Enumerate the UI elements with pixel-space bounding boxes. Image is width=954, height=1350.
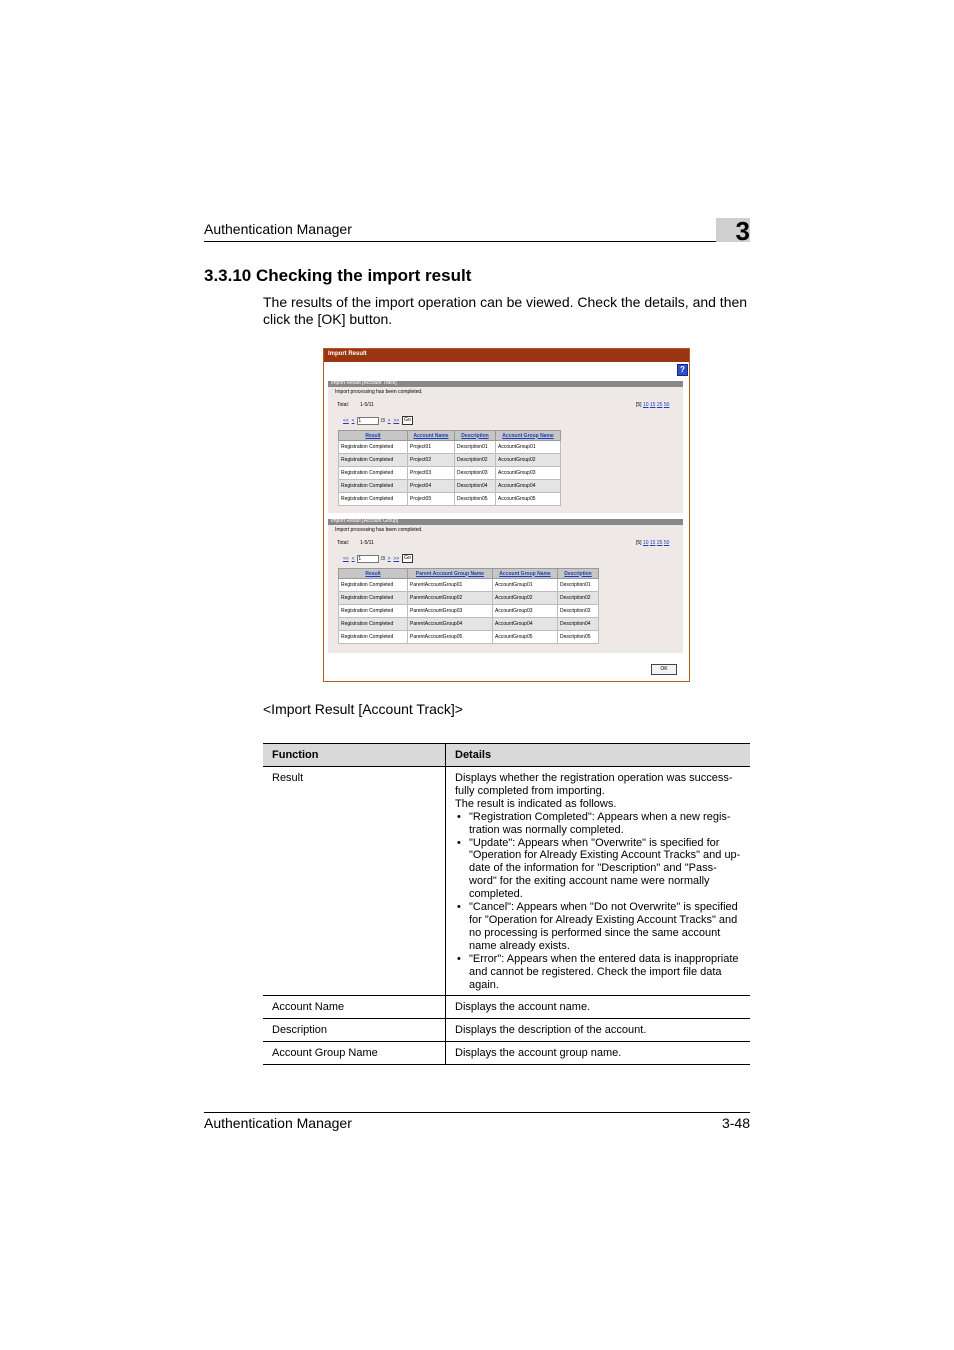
column-header[interactable]: Parent Account Group Name <box>408 569 493 579</box>
table-row <box>263 1042 750 1065</box>
next-page-link[interactable]: > <box>387 417 391 424</box>
per-page-25[interactable]: 25 <box>656 402 663 408</box>
cell: Project05 <box>408 493 455 506</box>
table-row <box>339 618 599 631</box>
per-page-current: [5] <box>636 540 642 546</box>
cell: Registration Completed <box>339 493 408 506</box>
cell: ParentAccountGroup04 <box>408 618 493 631</box>
figure-caption: <Import Result [Account Track]> <box>263 701 463 717</box>
function-cell: Account Name <box>263 996 446 1019</box>
panel-heading <box>328 519 683 525</box>
details-cell: Displays the account name. <box>446 996 751 1019</box>
cell: AccountGroup05 <box>496 493 561 506</box>
section-title: 3.3.10 Checking the import result <box>204 266 472 285</box>
panel-heading <box>328 381 683 387</box>
column-header[interactable]: Result <box>339 569 408 579</box>
function-cell: Account Group Name <box>263 1042 446 1065</box>
ok-button[interactable]: OK <box>651 664 677 675</box>
cell: AccountGroup03 <box>493 605 558 618</box>
cell: Project01 <box>408 441 455 454</box>
details-cell: Displays the account group name. <box>446 1042 751 1065</box>
account-track-panel <box>328 381 683 513</box>
list-item: • "Update": Appears when "Overwrite" is specified for "Operation for Already Existing Account Tracks" and up- date of the information for "Description" and "Pass- word" for the exiting account name were normally completed. <box>455 837 741 902</box>
table-row <box>339 579 599 592</box>
cell: Description03 <box>455 467 496 480</box>
next-page-link[interactable]: > <box>387 555 391 562</box>
page-input[interactable]: 1 <box>357 555 379 563</box>
intro-paragraph: The results of the import operation can be viewed. Check the details, and then click the [OK] button. <box>263 294 748 327</box>
account-group-result-table <box>338 568 599 644</box>
cell: Description02 <box>558 592 599 605</box>
result-bullet-list <box>455 811 741 992</box>
cell: Registration Completed <box>339 605 408 618</box>
cell: Description04 <box>558 618 599 631</box>
list-item: • "Cancel": Appears when "Do not Overwrite" is specified for "Operation for Already Existing Account Tracks" and no processing is performed since the same account name already exists. <box>455 901 741 953</box>
status-message: Import processing has been completed. <box>335 389 423 395</box>
first-page-link[interactable]: << <box>343 417 349 424</box>
cell: Registration Completed <box>339 618 408 631</box>
column-header-function: Function <box>263 744 446 767</box>
per-page-current: [5] <box>636 402 642 408</box>
cell: ParentAccountGroup03 <box>408 605 493 618</box>
first-page-link[interactable]: << <box>343 555 349 562</box>
running-header-title: Authentication Manager <box>204 221 352 237</box>
column-header[interactable]: Description <box>558 569 599 579</box>
panel-heading-text: Import Result [Account Track] <box>331 380 397 386</box>
cell: AccountGroup04 <box>493 618 558 631</box>
per-page-15[interactable]: 15 <box>649 402 656 408</box>
last-page-link[interactable]: >> <box>393 555 400 562</box>
total-value: 1-5/11 <box>360 402 374 408</box>
cell: Registration Completed <box>339 592 408 605</box>
details-cell: Displays the description of the account. <box>446 1019 751 1042</box>
cell: AccountGroup05 <box>493 631 558 644</box>
per-page-25[interactable]: 25 <box>656 540 663 546</box>
cell: ParentAccountGroup01 <box>408 579 493 592</box>
last-page-link[interactable]: >> <box>393 417 400 424</box>
column-header[interactable]: Account Group Name <box>493 569 558 579</box>
table-row <box>339 467 561 480</box>
footer-rule <box>204 1112 750 1113</box>
table-row <box>263 767 750 996</box>
column-header[interactable]: Account Group Name <box>496 431 561 441</box>
table-row <box>339 454 561 467</box>
column-header[interactable]: Result <box>339 431 408 441</box>
table-row <box>263 996 750 1019</box>
import-result-screenshot <box>323 348 690 682</box>
pager <box>343 416 413 425</box>
cell: ParentAccountGroup05 <box>408 631 493 644</box>
column-header[interactable]: Account Name <box>408 431 455 441</box>
function-cell: Description <box>263 1019 446 1042</box>
cell: Registration Completed <box>339 467 408 480</box>
go-button[interactable]: Go <box>402 554 413 563</box>
per-page-10[interactable]: 10 <box>642 540 649 546</box>
cell: AccountGroup02 <box>496 454 561 467</box>
list-item: • "Error": Appears when the entered data is inappropriate and cannot be registered. Check the import file data again. <box>455 953 741 992</box>
window-title-bar <box>324 349 689 362</box>
cell: AccountGroup04 <box>496 480 561 493</box>
details-cell <box>446 767 751 996</box>
list-item: • "Registration Completed": Appears when a new regis- tration was normally completed. <box>455 811 741 837</box>
table-row <box>263 1019 750 1042</box>
cell: AccountGroup01 <box>493 579 558 592</box>
cell: Description01 <box>558 579 599 592</box>
per-page-50[interactable]: 50 <box>663 540 670 546</box>
cell: Description01 <box>455 441 496 454</box>
cell: Description05 <box>558 631 599 644</box>
cell: Registration Completed <box>339 480 408 493</box>
pager <box>343 554 413 563</box>
total-label: Total: <box>337 402 349 408</box>
function-details-table <box>263 743 750 1065</box>
page-count: /3 <box>380 417 385 424</box>
go-button[interactable]: Go <box>402 416 413 425</box>
prev-page-link[interactable]: < <box>351 555 355 562</box>
cell: AccountGroup01 <box>496 441 561 454</box>
function-cell: Result <box>263 767 446 996</box>
header-rule <box>204 241 750 242</box>
footer-title: Authentication Manager <box>204 1115 352 1131</box>
prev-page-link[interactable]: < <box>351 417 355 424</box>
page-input[interactable]: 1 <box>357 417 379 425</box>
page-count: /3 <box>380 555 385 562</box>
page-number: 3-48 <box>721 1115 750 1131</box>
status-message: Import processing has been completed. <box>335 527 423 533</box>
cell: AccountGroup02 <box>493 592 558 605</box>
cell: Registration Completed <box>339 454 408 467</box>
help-icon[interactable]: ? <box>677 364 688 376</box>
cell: Description03 <box>558 605 599 618</box>
cell: Project03 <box>408 467 455 480</box>
cell: Description02 <box>455 454 496 467</box>
chapter-number: 3 <box>735 216 750 246</box>
table-row <box>339 480 561 493</box>
per-page-10[interactable]: 10 <box>642 402 649 408</box>
cell: Description04 <box>455 480 496 493</box>
table-row <box>339 592 599 605</box>
table-row <box>339 631 599 644</box>
cell: Registration Completed <box>339 631 408 644</box>
per-page-15[interactable]: 15 <box>649 540 656 546</box>
details-intro: Displays whether the registration operation was success- fully completed from importing. The result is indicated as follows. <box>455 772 733 810</box>
per-page-50[interactable]: 50 <box>663 402 670 408</box>
per-page-selector <box>636 540 669 546</box>
cell: Project02 <box>408 454 455 467</box>
total-value: 1-5/11 <box>360 540 374 546</box>
account-group-panel <box>328 519 683 653</box>
panel-heading-text: Import Result [Account Group] <box>331 518 399 524</box>
cell: AccountGroup03 <box>496 467 561 480</box>
column-header-details: Details <box>446 744 751 767</box>
table-row <box>339 605 599 618</box>
account-track-result-table <box>338 430 561 506</box>
cell: Registration Completed <box>339 579 408 592</box>
total-label: Total: <box>337 540 349 546</box>
cell: Description05 <box>455 493 496 506</box>
per-page-selector <box>636 402 669 408</box>
cell: ParentAccountGroup02 <box>408 592 493 605</box>
cell: Registration Completed <box>339 441 408 454</box>
table-row <box>339 441 561 454</box>
cell: Project04 <box>408 480 455 493</box>
column-header[interactable]: Description <box>455 431 496 441</box>
table-row <box>339 493 561 506</box>
window-title: Import Result <box>328 351 367 357</box>
